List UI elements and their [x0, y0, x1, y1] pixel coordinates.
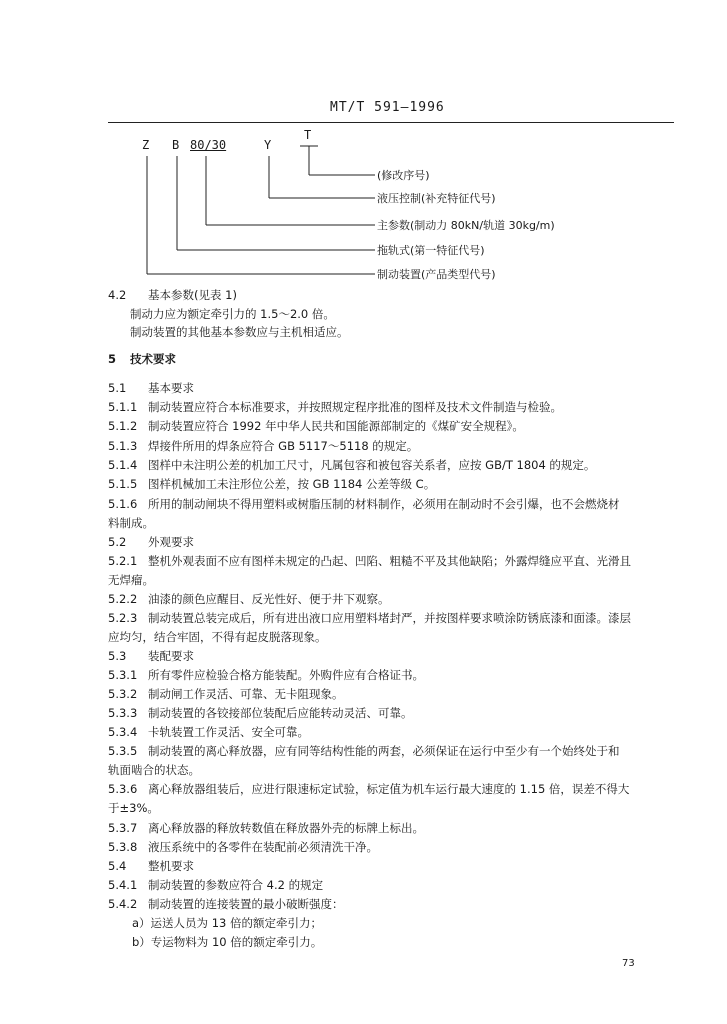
line-text: 制动装置的各铰接部位装配后应能转动灵活、可靠。: [148, 706, 413, 720]
line-text: 料制成。: [108, 516, 154, 530]
text-line: [108, 496, 620, 512]
text-line: [108, 457, 595, 473]
line-number: 5.3.5: [108, 744, 138, 758]
text-line: [108, 820, 424, 836]
text-line: [108, 287, 237, 303]
text-line: [132, 934, 322, 950]
text-line: [108, 762, 200, 778]
line-text: 所用的制动闸块不得用塑料或树脂压制的材料制作，必须用在制动时不会引爆，也不会燃烧材: [148, 497, 620, 511]
line-number: 5.1.1: [108, 400, 138, 414]
line-text: 无焊瘤。: [108, 573, 154, 587]
text-line: [108, 399, 562, 415]
line-number: 5.3.8: [108, 840, 138, 854]
line-text: 基本要求: [148, 381, 194, 395]
text-line: [108, 438, 418, 454]
line-text: 制动装置的其他基本参数应与主机相适应。: [130, 325, 349, 339]
text-line: [108, 877, 323, 893]
text-line: [108, 896, 344, 912]
text-line: [108, 800, 159, 816]
text-line: [108, 380, 194, 396]
text-line: [108, 667, 424, 683]
text-line: [108, 686, 344, 702]
line-number: 5.3.4: [108, 725, 138, 739]
line-number: 5.3.1: [108, 668, 138, 682]
line-number: 5.3.2: [108, 687, 138, 701]
line-number: 5.3.3: [108, 706, 138, 720]
diagram-lines: [0, 130, 727, 290]
text-line: [108, 858, 194, 874]
text-line: [108, 476, 435, 492]
line-text: 整机要求: [148, 859, 194, 873]
line-text: 制动闸工作灵活、可靠、无卡阻现象。: [148, 687, 344, 701]
line-number: 5: [108, 352, 117, 366]
line-number: 5.1.2: [108, 419, 138, 433]
line-text: 轨面啮合的状态。: [108, 763, 200, 777]
line-number: 5.1.4: [108, 458, 138, 472]
text-line: [108, 572, 154, 588]
code-y: Y: [264, 138, 272, 152]
line-text: 制动装置应符合本标准要求，并按照规定程序批准的图样及技术文件制造与检验。: [148, 400, 562, 414]
line-number: 4.2: [108, 288, 127, 302]
line-text: 图样中未注明公差的机加工尺寸，凡属包容和被包容关系者，应按 GB/T 1804 的规定。: [148, 458, 596, 472]
text-line: [108, 724, 309, 740]
line-text: b）专运物料为 10 倍的额定牵引力。: [132, 935, 323, 949]
line-text: 装配要求: [148, 649, 194, 663]
line-text: 基本参数(见表 1): [148, 288, 237, 302]
text-line: [108, 534, 194, 550]
line-text: 焊接件所用的焊条应符合 GB 5117～5118 的规定。: [148, 439, 419, 453]
code-z: Z: [142, 138, 150, 152]
section-heading: [108, 351, 176, 367]
line-number: 5.1.5: [108, 477, 138, 491]
text-line: [130, 306, 335, 322]
line-number: 5.4: [108, 859, 127, 873]
line-text: 所有零件应检验合格方能装配。外购件应有合格证书。: [148, 668, 424, 682]
text-line: [108, 553, 631, 569]
line-text: 制动装置应符合 1992 年中华人民共和国能源部制定的《煤矿安全规程》。: [148, 419, 524, 433]
code-80-30: 80/30: [190, 138, 227, 152]
line-number: 5.3.6: [108, 782, 138, 796]
line-number: 5.2.1: [108, 554, 138, 568]
line-text: 外观要求: [148, 535, 194, 549]
line-text: 制动装置总装完成后，所有进出液口应用塑料堵封严，并按图样要求喷涂防锈底漆和面漆。漆层: [148, 611, 631, 625]
line-number: 5.2: [108, 535, 127, 549]
text-line: [132, 915, 322, 931]
line-text: 整机外观表面不应有图样未规定的凸起、凹陷、粗糙不平及其他缺陷；外露焊缝应平直、光滑且: [148, 554, 631, 568]
line-number: 5.4.2: [108, 897, 138, 911]
line-number: 5.2.2: [108, 592, 138, 606]
text-line: [108, 705, 413, 721]
text-line: [108, 743, 620, 759]
label-brake-device: 制动装置(产品类型代号): [377, 268, 496, 281]
line-text: a）运送人员为 13 倍的额定牵引力；: [132, 916, 322, 930]
label-hydraulic: 液压控制(补充特征代号): [377, 192, 496, 205]
line-text: 图样机械加工未注形位公差，按 GB 1184 公差等级 C。: [148, 477, 436, 491]
line-number: 5.3.7: [108, 821, 138, 835]
line-text: 制动力应为额定牵引力的 1.5～2.0 倍。: [130, 307, 335, 321]
standard-code: MT/T 591—1996: [330, 100, 445, 115]
line-text: 制动装置的连接装置的最小破断强度：: [148, 897, 344, 911]
line-text: 于±3%。: [108, 801, 159, 815]
model-code-diagram: [0, 130, 727, 290]
line-text: 油漆的颜色应醒目、反光性好、便于井下观察。: [148, 592, 390, 606]
page-number: 73: [622, 958, 635, 969]
text-line: [108, 591, 390, 607]
line-number: 5.1.6: [108, 497, 138, 511]
line-text: 离心释放器的释放转数值在释放器外壳的标牌上标出。: [148, 821, 424, 835]
line-text: 技术要求: [130, 352, 176, 366]
text-line: [108, 629, 327, 645]
text-line: [108, 515, 154, 531]
label-trailing-type: 拖轨式(第一特征代号): [377, 244, 485, 257]
line-text: 液压系统中的各零件在装配前必须清洗干净。: [148, 840, 378, 854]
line-number: 5.4.1: [108, 878, 138, 892]
text-line: [108, 839, 378, 855]
line-text: 应均匀，结合牢固，不得有起皮脱落现象。: [108, 630, 327, 644]
line-number: 5.3: [108, 649, 127, 663]
code-t: T: [304, 128, 312, 142]
line-number: 5.1.3: [108, 439, 138, 453]
label-revision: (修改序号): [377, 169, 430, 182]
line-number: 5.2.3: [108, 611, 138, 625]
line-text: 卡轨装置工作灵活、安全可靠。: [148, 725, 309, 739]
text-line: [108, 648, 194, 664]
header-rule: [108, 122, 674, 123]
text-line: [108, 781, 629, 797]
label-main-param: 主参数(制动力 80kN/轨道 30kg/m): [377, 219, 555, 232]
line-number: 5.1: [108, 381, 127, 395]
text-line: [108, 418, 524, 434]
line-text: 制动装置的离心释放器，应有同等结构性能的两套，必须保证在运行中至少有一个始终处于和: [148, 744, 620, 758]
line-text: 离心释放器组装后，应进行限速标定试验，标定值为机车运行最大速度的 1.15 倍，误差不得大: [148, 782, 630, 796]
line-text: 制动装置的参数应符合 4.2 的规定: [148, 878, 324, 892]
text-line: [130, 324, 349, 340]
code-b: B: [172, 138, 180, 152]
text-line: [108, 610, 631, 626]
